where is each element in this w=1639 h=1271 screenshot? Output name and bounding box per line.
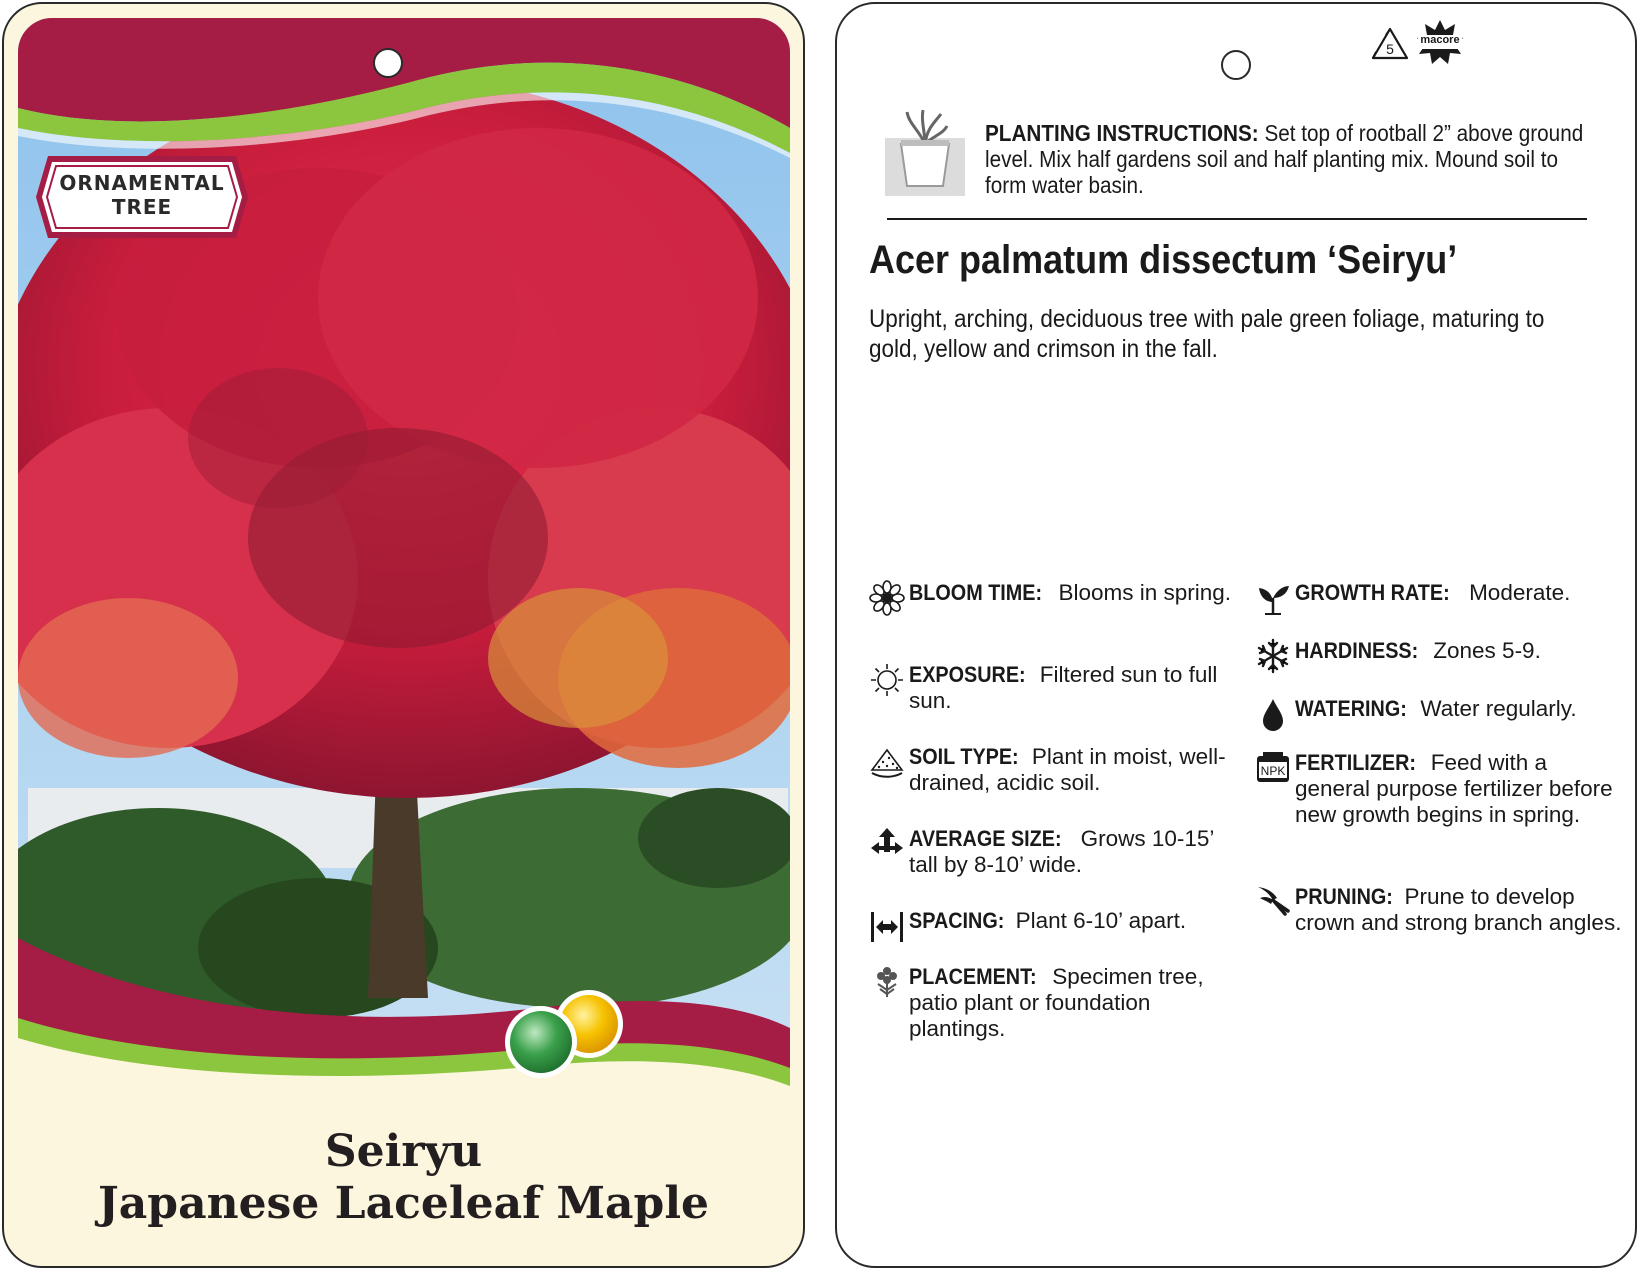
pruners-icon	[1255, 884, 1291, 920]
spacing-text: Plant 6-10’ apart.	[1009, 908, 1187, 933]
back-tag	[835, 2, 1637, 1268]
npk-icon	[1255, 750, 1291, 786]
category-badge	[34, 154, 250, 240]
recycle-number: 5	[1386, 41, 1394, 57]
botanical-name: Acer palmatum dissectum ‘Seiryu’	[869, 238, 1458, 282]
pruning-text: Prune to develop crown and strong branch angles.	[1295, 884, 1622, 935]
common-name	[4, 1126, 803, 1230]
growth-text: Moderate.	[1462, 580, 1571, 605]
planting-body: Set top of rootball 2” above ground level. Mix half gardens soil and half planting mix. Mound soil to form water basin.	[985, 120, 1584, 198]
size-arrows-icon	[869, 826, 905, 862]
color-dots-icon	[501, 984, 637, 1080]
divider	[887, 218, 1587, 220]
common-name-line1: Seiryu	[324, 1126, 483, 1177]
spacing-label: SPACING:	[909, 908, 1005, 933]
placement-text: Specimen tree, patio plant or foundation plantings.	[909, 964, 1204, 1041]
svg-text:NPK: NPK	[1260, 764, 1286, 778]
pruning-label: PRUNING:	[1295, 884, 1393, 909]
plant-description: Upright, arching, deciduous tree with pale green foliage, maturing to gold, yellow and crimson in the fall.	[869, 305, 1545, 363]
fertilizer-label: FERTILIZER:	[1295, 750, 1416, 775]
planting-label: PLANTING INSTRUCTIONS:	[985, 120, 1259, 146]
watering-label: WATERING:	[1295, 696, 1407, 721]
macore-logo	[1415, 18, 1465, 66]
placement-label: PLACEMENT:	[909, 964, 1037, 989]
snowflake-icon	[1255, 638, 1291, 674]
badge-line1: ORNAMENTAL	[59, 171, 225, 195]
soil-text: Plant in moist, well-drained, acidic soil.	[909, 744, 1226, 795]
growth-label: GROWTH RATE:	[1295, 580, 1450, 605]
spacing-arrows-icon	[869, 908, 905, 944]
exposure-label: EXPOSURE:	[909, 662, 1026, 687]
fertilizer-text: Feed with a general purpose fertilizer before new growth begins in spring.	[1295, 750, 1613, 827]
size-text: Grows 10-15’ tall by 8-10’ wide.	[909, 826, 1214, 877]
front-tag	[2, 2, 805, 1268]
watering-text: Water regularly.	[1414, 696, 1577, 721]
bloom-label: BLOOM TIME:	[909, 580, 1043, 605]
recycle-icon	[1370, 26, 1410, 62]
soil-icon	[869, 744, 905, 780]
sun-icon	[869, 662, 905, 698]
hardiness-text: Zones 5-9.	[1427, 638, 1541, 663]
planting-instructions	[885, 104, 1605, 214]
macore-brand: macore	[1420, 34, 1460, 46]
soil-label: SOIL TYPE:	[909, 744, 1019, 769]
hang-hole	[1221, 50, 1251, 80]
potted-plant-icon	[885, 108, 965, 198]
placement-icon	[869, 964, 905, 1000]
sprout-icon	[1255, 580, 1291, 616]
planting-text	[985, 120, 1597, 198]
flower-icon	[869, 580, 905, 616]
size-label: AVERAGE SIZE:	[909, 826, 1062, 851]
hardiness-label: HARDINESS:	[1295, 638, 1419, 663]
exposure-text: Filtered sun to full sun.	[909, 662, 1218, 713]
common-name-line2: Japanese Laceleaf Maple	[97, 1178, 710, 1229]
badge-line2: TREE	[111, 195, 173, 219]
bloom-text: Blooms in spring.	[1052, 580, 1232, 605]
water-drop-icon	[1255, 696, 1291, 732]
hang-hole	[373, 48, 403, 78]
